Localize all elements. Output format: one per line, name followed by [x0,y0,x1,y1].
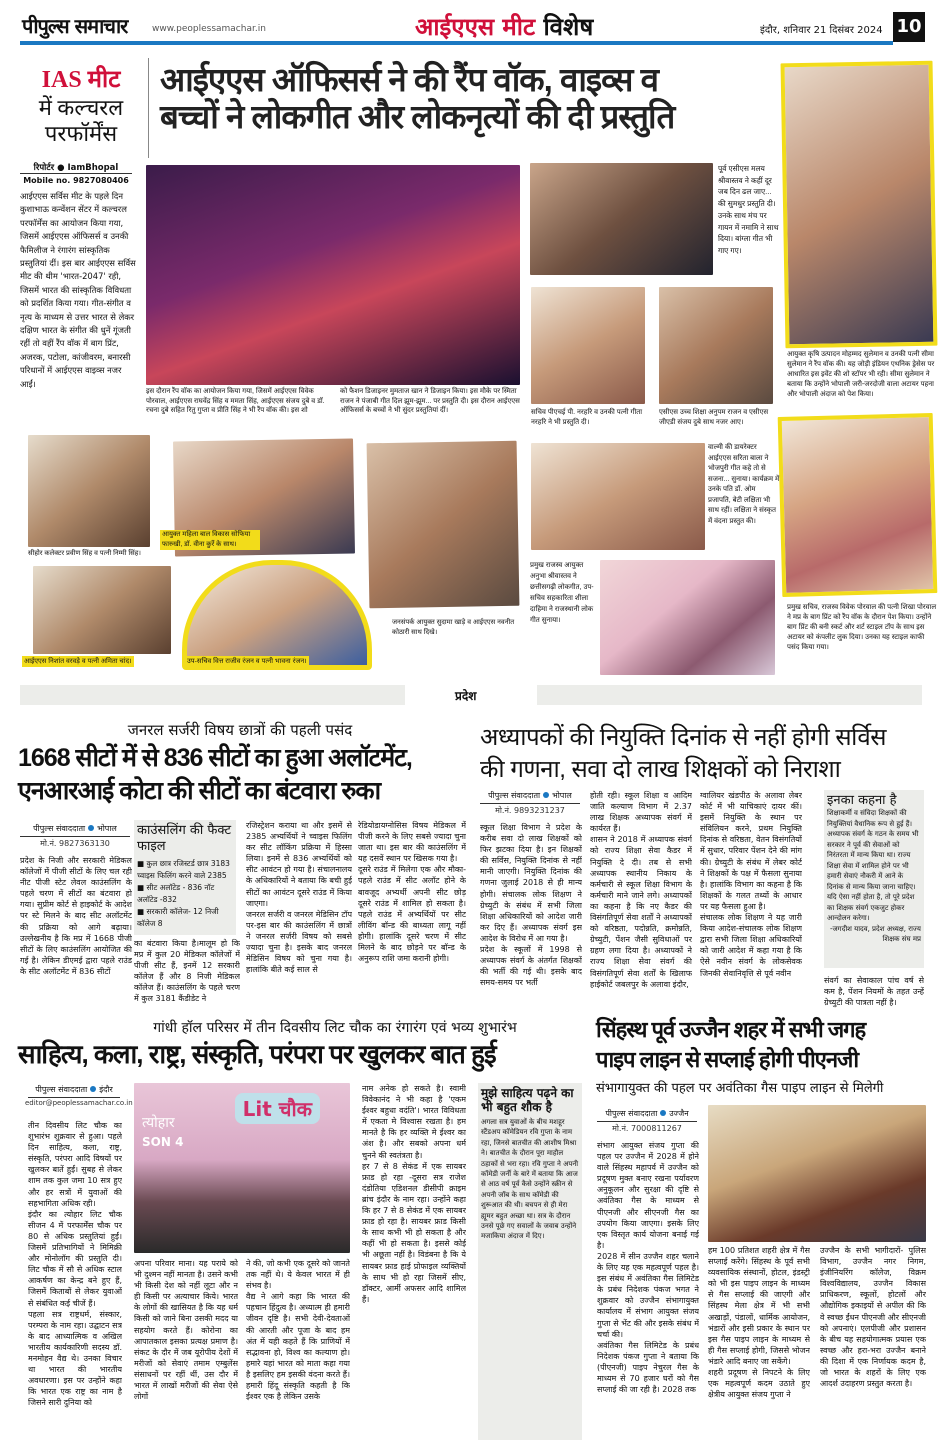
stage-banner: Lit चौक [235,1093,320,1124]
page-number: 10 [893,12,925,42]
neet-col1: प्रदेश के निजी और सरकारी मेडिकल कॉलेजों में पीजी सीटों के लिए चल रही नीट पीजी स्टेट लेवल काउंसलिंग के पहले चरण में सीटों का बंटवारा हो गया। सुप्रीम कोर्ट से हाइकोर्ट के आदेश पर स्टे मिलने के बाद सीट अलॉटमेंट की प्रक्रिया को आगे बढ़ाया। उल्लेखनीय है कि मप्र में 1668 पीजी सीटों के लिए काउंसलिंग आयोजित की गई है। लेकिन डीएमई द्वारा पहले राउंड के सीट अलॉटमेंट में 836 सीटों [20,856,132,976]
anubha-sheela-photo [600,560,775,675]
byline [28,1084,120,1098]
website-url[interactable]: www.peoplessamachar.in [152,24,266,34]
caption: सीहोर कलेक्टर प्रवीण सिंह व पत्नी निम्मी सिंह। [28,550,141,557]
lit-headline: साहित्य, कला, राष्ट्र, संस्कृति, परंपरा पर खुलकर बात हुई [18,1039,496,1069]
byline [20,823,130,837]
ias-kicker [22,62,140,147]
stage-banner-season: SON 4 [142,1135,184,1149]
quote-text: शिक्षाकर्मी व संविदा शिक्षकों की नियुक्तियां वैधानिक रूप से हुई हैं। अध्यापक संवर्ग के गठन के समय भी सरकार ने पूर्व की सेवाओं को निरंतरता में मान्य किया था। राज्य शिक्षा सेवा में शामिल होने पर भी हमारी सेवाएं नौकरी में आने के दिनांक से मान्य किया जाना चाहिए। यदि ऐसा नहीं होता है, तो पूरे प्रदेश का शिक्षक संवर्ग एकजुट होकर आन्दोलन करेगा। [827,809,919,922]
reporter-mobile: मो.नं. 7000811267 [612,1124,682,1133]
quote-box [824,790,924,968]
reporter-byline: रिपोर्टर ● IamBhopal [20,162,132,174]
byline-author: पीपुल्स संवाददाता [605,1109,658,1118]
section-title [415,10,593,43]
caption: वाल्मी की डायरेक्टर आईएएस सरिता बाला ने भोजपुरी गीत कहे तो से सजना... सुनाया। कार्यक्रम में उनके पति डॉ. ओम प्रजापति, बेटी लक्षिता भी साथ रहीं। लक्षिता ने संस्कृत में वंदना प्रस्तुत की। [708,444,780,525]
headline-line: की गणना, सवा दो लाख शिक्षकों को निराशा [480,756,841,783]
lit-col3: ने की, जो कभी एक दूसरे को जानते तक नहीं थे। ये केवल भारत में ही संभव है। वैद्य ने आगे कहा कि भारत की पहचान हिंदुत्व है। अध्यात्म ही हमारी जीवन दृष्टि है। सभी देवी-देवताओं की आरती और पूजा के बाद हम अंत में यही कहते हैं कि प्राणियों में सद्भावना हो, विश्व का कल्याण हो। हमारे यहां भारत को माता कहा गया है इसलिए हम इसकी वंदना करते हैं। हमारी हिंदू संस्कृति कहती है कि ईश्वर एक है लेकिन उसके [246,1259,350,1402]
section-bar [20,685,405,705]
bullet-icon [660,1110,666,1116]
masthead-rule [20,41,893,45]
headline-line: बच्चों ने लोकगीत और लोकनृत्यों की दी प्रस्तुति [160,97,675,135]
suleman-ramp-photo [781,61,938,349]
headline-line: पाइप लाइन से सप्लाई होगी पीएनजी [596,1047,859,1072]
teachers-col2: होती रही। स्कूल शिक्षा व आदिम जाति कल्याण विभाग में 2.37 लाख शिक्षक अध्यापक संवर्ग में कार्यरत हैं। शासन ने 2018 में अध्यापक संवर्ग को राज्य शिक्षा सेवा कैडर में नियुक्ति दे दी। तब से सभी अध्यापक स्थानीय निकाय के कर्मचारी से स्कूल शिक्षा विभाग के कर्मचारी माने जाने लगे। अध्यापकों का कहना है कि नए कैडर की विसंगतिपूर्ण सेवा शर्तों ने अध्यापकों को वरिष्ठता, पदोन्नति, क्रमोन्नति, ग्रेच्युटी, पेंशन जैसी सुविधाओं पर ग्रहण लगा दिया है। अध्यापकों ने राज्य शिक्षा सेवा संवर्ग की विसंगतिपूर्ण सेवा शर्तों के खिलाफ हाईकोर्ट जबलपुर के अलावा इंदौर, [590,791,692,989]
png-col2: हम 100 प्रतिशत शहरी क्षेत्र में गैस सप्लाई करेंगे। सिंहस्थ के पूर्व सभी व्यवसायिक संस्थानों, होटल, इंडस्ट्री को भी इस पाइप लाइन के माध्यम से गैस सप्लाई की जाएगी और सिंहस्थ मेला क्षेत्र में भी सभी अखाड़ों, पंडालों, धार्मिक आयोजन, भंडारों और इसी प्रकार के स्थान पर इस गैस पाइप लाइन के माध्यम से ही गैस सप्लाई होगी, जिससे भोजन भंडारे आदि बनाए जा सकेंगे। शहरी प्रदूषण से निपटने के लिए एक महत्वपूर्ण कदम उठाते हुए क्षेत्रीय आयुक्त संजय गुप्ता ने [708,1246,810,1400]
teachers-col4: संवर्ग का सेवाकाल पांच वर्ष से कम है, पेंशन नियमों के तहत उन्हें ग्रेच्युटी की पात्रता नहीं है। [824,976,924,1008]
neet-kicker: जनरल सर्जरी विषय छात्रों की पहली पसंद [127,721,353,739]
caption: आईएएस निशांत वरवड़े व पत्नी अमिता चांद। [24,658,132,665]
stage-banner-text: त्योहार [142,1115,175,1131]
reporter-mobile: Mobile no. 9827080406 [23,176,129,185]
ias-headline [160,62,775,136]
png-col3: उज्जैन के सभी भागीदारों- पुलिस विभाग, उज्जैन नगर निगम, इंजीनियरिंग कॉलेज, विक्रम विश्वविद्यालय, उज्जैन विकास प्राधिकरण, स्कूलों, होटलों और औद्योगिक इकाइयों से अपील की कि वे स्वच्छ ईंधन पीएनजी और सीएनजी को अपनाएं। एलपीजी और प्रशासन के बीच यह सहयोगात्मक प्रयास एक स्वच्छ और हरा-भरा उज्जैन बनाने की दिशा में एक निर्णायक कदम है, जो भारत के शहरों के लिए एक आदर्श उदाहरण प्रस्तुत करता है। [820,1246,926,1389]
png-col1: संभाग आयुक्त संजय गुप्ता की पहल पर उज्जैन में 2028 में होने वाले सिंहस्थ महापर्व में उज्जैन को प्रदूषण मुक्त बनाए रखना पर्यावरण अनुकूलन और सुरक्षा की दृष्टि से अवंतिका गैस के माध्यम से पीएनजी और सीएनजी गैस का उपयोग किया जाएगा। इसके लिए एक विस्तृत कार्य योजना बनाई गई है। 2028 में सीन उज्जैन शहर चलाने के लिए यह एक महत्वपूर्ण पहल है। इस संबंध में अवंतिका गैस लिमिटेड के प्रबंध निदेशक पंकज भगत ने शुक्रवार को उज्जैन संभागायुक्त कार्यालय में संभाग आयुक्त संजय गुप्ता से भेंट की और इसके संबंध में चर्चा की। अवंतिका गैस लिमिटेड के प्रबंध निदेशक पंकज गुप्ता ने बताया कि (पीएनजी) पाइप नेचुरल गैस के माध्यम से 70 हजार घरों को गैस सप्लाई की जा रही है। 2028 तक [597,1141,699,1395]
byline-place: भोपाल [97,824,117,833]
headline-line: अध्यापकों की नियुक्ति दिनांक से नहीं होगी सर्विस [480,724,886,751]
quote-title: इनका कहना है [827,793,897,808]
lit-col1: तीन दिवसीय लिट चौक का शुभारंभ शुक्रवार से हुआ। पहले दिन साहित्य, कला, राष्ट्र, संस्कृति, परंपरा आदि विषयों पर खुलकर बातें हुईं। सुबह से लेकर शाम तक कुल जमा 10 सत्र हुए और हर सत्रों में युवाओं की सहभागिता अधिक रही। इंदौर का त्योहार लिट चौक सीजन 4 में परफार्मेंस चौक पर 80 से अधिक प्रस्तुतियां हुईं। जिसमें प्रतिभागियों ने मिमिक्री और मोनोलॉग की प्रस्तुति दी। लिट चौक में सौ से अधिक स्टाल आकर्षण का केन्द्र बने हुए हैं, जिसमें किताबों से लेकर युवाओं से संबंधित कई चीजें हैं। पहला सत्र राष्ट्रधर्म, संस्कार, परम्परा के नाम रहा। उद्घाटन सत्र के बाद आध्यात्मिक व अखिल भारतीय कार्यकारिणी सदस्य डॉ. मनमोहन वैद्य थे। उनका विचार था भारत की भारतीय अवधारणा। इस पर उन्होंने कहा कि भारत एक राष्ट्र का नाम है जिसने सारी दुनिया को [28,1121,122,1408]
byline-author: पीपुल्स संवाददाता [33,824,86,833]
byline-author: पीपुल्स संवाददाता [488,791,541,800]
quote-author: -जगदीश यादव, प्रदेश अध्यक्ष, राज्य शिक्षक संघ मप्र [829,924,921,943]
neet-col4: रेडियोडायग्नोसिस विषय मेडिकल में पीजी करने के लिए सबसे ज्यादा चुना जाता था। इस बार की काउंसलिंग में यह दसवें स्थान पर खिसक गया है। दूसरे राउंड में मिलेगा एक और मौका-पहले राउंड में सीट अलॉट होने के बावजूद अभ्यर्थी अपनी सीट छोड़ दूसरे राउंड में शामिल हो सकता है। पहले राउंड में अभ्यर्थियों पर सीट लीविंग बॉन्ड की बाध्यता लागू नहीं होगी। हालांकि दूसरे चरण में सीट मिलने के बाद छोड़ने पर बॉन्ड के अनुरूप राशि जमा करानी होगी। [358,821,466,964]
byline-place: भोपाल [552,791,572,800]
bullet-icon [90,1086,96,1092]
editor-email[interactable]: editor@peoplessamachar.co.in [25,1099,133,1107]
ranjan-photo [182,560,372,670]
narhari-photo [531,287,645,404]
bullet-icon [543,792,549,798]
neet-headline [18,742,478,808]
section-label: प्रदेश [455,689,477,703]
ias-body: आईएएस सर्विस मीट के पहले दिन कुशाभाऊ कन्वेंशन सेंटर में कल्चरल परफॉर्मेंस का आयोजन किया गया, जिसमें आईएएस ऑफिसर्स व उनकी फैमिलीज ने रंगारंग सांस्कृतिक प्रस्तुतियां दीं। इस बार आईएएस सर्विस मीट की थीम 'भारत-2047' रही, जिसमें भारत की सांस्कृतिक विविधता को प्रदर्शित किया गया। गीत-संगीत व नृत्य के माध्यम से उत्तर भारत से लेकर दक्षिण भारत के संगीत की धुनें गूंजती रहीं तो वहीं रैंप वॉक में बाग प्रिंट, अजरक, पटोला, कांजीवरम, बनारसी परिधानों में आईएएस वाइव्स नजर आईं। [20,191,136,389]
headline-line: सिंहस्थ पूर्व उज्जैन शहर में सभी जगह [596,1017,866,1042]
singh-couple-photo [28,435,150,547]
ramp-walk-stage-photo [146,165,520,385]
lit-chowk-stage-photo [134,1083,350,1253]
khade-photo [367,441,520,609]
caption: प्रमुख सचिव, राजस्व विवेक पोरवाल की पत्नी शिखा पोरवाल ने मप्र के बाग प्रिंट को रैंप वॉक के दौरान पेश किया। उन्होंने बाग प्रिंट की बनी स्कर्ट और शर्ट स्टाइल टॉप के साथ इस अटायर को कंपलीट लुक दिया। उनका यह स्टाइल काफी पसंद किया गया। [787,604,937,651]
fact-file-title: काउंसलिंग की फैक्ट फाइल [137,823,232,854]
neet-col3: रजिस्ट्रेशन कराया था और इसमें से 2385 अभ्यर्थियों ने च्वाइस फिलिंग कर सीट लॉकिंग प्रक्रिया में हिस्सा लिया। इनमें से 836 अभ्यर्थियों को सीट आवंटन हो गया है। संचालनालय के अधिकारियों ने बताया कि बची हुई सीटों का आवंटन दूसरे राउंड में किया जाएगा। जनरल सर्जरी व जनरल मेडिसिन टॉप पर-इस बार की काउंसलिंग में छात्रों ने जनरल सर्जरी विषय को सबसे ज्यादा चुना है। इसके बाद जनरल मेडिसिन विषय को चुना गया है। हालांकि बीते कई साल से [246,821,352,975]
caption: इस दौरान रैंप वॉक का आयोजन किया गया, जिसमें आईएएस विवेक पोरवाल, आईएएस राघवेंद्र सिंह व ममता सिंह, आईएएस संजय दुबे व डॉ. रचना दुबे सहित रितु गुप्ता व प्रीति सिंह ने भी रैंप वॉक की। इस शो [146,388,325,414]
teachers-col3: ग्वालियर खंडपीठ के अलावा लेबर कोर्ट में भी याचिकाएं दायर कीं। इसमें नियुक्ति के स्थान पर संविलियन करने, प्रथम नियुक्ति दिनांक से वरिष्ठता, वेतन विसंगतियों में सुधार, परिवार पेंशन देने की मांग की। ग्रेच्युटी के संबंध में लेबर कोर्ट ने शिक्षकों के पक्ष में फैसला सुनाया है। हालांकि विभाग का कहना है कि शिक्षकों के गलत तथ्यों के आधार पर यह फैसला हुआ है। संचालक लोक शिक्षण ने यह जारी किया आदेश-संचालक लोक शिक्षण द्वारा सभी जिला शिक्षा अधिकारियों को जारी आदेश में कहा गया है कि ऐसे नवीन संवर्ग के लोकसेवक जिनकी सेवानिवृत्ति से पूर्व नवीन [700,791,802,978]
lit-col2: अपना परिवार माना। यह पराये को भी दुश्मन नहीं मानता है। उसने कभी भी किसी देश को नहीं लूटा और न ही किसी पर अत्याचार किये। भारत के लोगों की खासियत है कि यह धर्म किसी को जाने बिना उसकी मदद या सहयोग करते हैं। कोरोना का आपातकाल इसका प्रत्यक्ष प्रमाण है। संकट के दौर में जब यूरोपीय देशों में मरीजों को सेवाएं तमाम एम्बुलेंस संसाधनों पर रहीं थीं, उस दौर में भारत में लाखों मरीजों की सेवा ऐसे लोगों [134,1259,238,1402]
byline-place: इंदौर [99,1085,113,1094]
byline-place: उज्जैन [669,1109,689,1118]
teachers-col1: स्कूल शिक्षा विभाग ने प्रदेश के करीब सवा दो लाख शिक्षकों को फिर झटका दिया है। इन शिक्षकों की सर्विस, नियुक्ति दिनांक से नहीं मानी जाएगी। नियुक्ति दिनांक की गणना जुलाई 2018 से ही मान्य होगी। संचालक लोक शिक्षण ने ग्रेच्युटी के संबंध में सभी जिला शिक्षा अधिकारियों को आदेश जारी कर दिए हैं। अध्यापक संवर्ग इस आदेश के विरोध में आ गया है। प्रदेश के स्कूलों में 1998 से अध्यापक संवर्ग के अंतर्गत शिक्षकों की भर्ती की गई थी। इसके बाद समय-समय पर भर्ती [480,823,582,988]
caption: एसीएस उच्च शिक्षा अनुपम राजन व एसीएस जीएडी संजय दुबे साथ नजर आए। [659,409,769,426]
reporter-mobile: मो.नं. 9827363130 [40,839,110,848]
headline-line: आईएएस ऑफिसर्स ने की रैंप वॉक, वाइव्स व [160,61,659,98]
byline-author: पीपुल्स संवाददाता [35,1085,88,1094]
kicker-line: में कल्चरल [38,95,124,120]
caption: पूर्व एसीएस मलय श्रीवास्तव ने कहीं दूर जब दिन ढल जाए... की सुमधुर प्रस्तुति दी। उनके साथ मंच पर गायन में नमामि ने साथ दिया। बांग्ला गीत भी गाए गए। [718,164,779,255]
caption: को फैशन डिजाइनर मुमताज खान ने डिजाइन किया। इस मौके पर स्मिता राजन ने पंजाबी गीत दिल झूम-झूम... पर प्रस्तुति दी। इस दौरान आईएएस ऑफिसर्स के बच्चों ने भी सुंदर प्रस्तुतियां दीं। [340,388,520,414]
sidebar-text: अगला सत्र युवाओं के बीच मशहूर स्टैंडअप कॉमेडियन रवि गुप्ता के नाम रहा, जिनसे बातचीत की आशीष मिश्रा ने। बातचीत के दौरान पूरा माहौल ठहाकों से भरा रहा। रवि गुप्ता ने अपनी कॉमेडी जर्नी के बारे में बताया कि आज से आठ वर्ष पूर्व कैसे उन्होंने स्क्रीन से अपनी जॉब के साथ कॉमेडी की शुरूआत की थी। बचपन से ही मेरा ह्यूमर बहुत अच्छा था। सत्र के दौरान उनसे पूछे गए सवालों के जवाब उन्होंने मजाकिया अंदाज में दिए। [481,1118,579,1241]
section-title-red: आईएएस मीट [415,13,536,41]
fact-item: ■ सरकारी कॉलेज- 12 निजी कॉलेज 8 [137,907,219,928]
nishant-photo [33,566,171,654]
byline [480,790,580,804]
meeting-photo [708,1105,926,1242]
caption: आयुक्त महिला बाल विकास सोफिया फारुखी, डॉ. वीना कुर्रे के साथ। [160,530,260,550]
caption: जनसंपर्क आयुक्त सुदामा खाड़े व आईएएस नवनीत कोठारी साथ दिखे। [392,619,515,636]
caption: उप-सचिव वित्त राजीव रंजन व पत्नी भावना रंजन। [187,658,307,665]
headline-line: 1668 सीटों में से 836 सीटों का हुआ अलॉटमेंट, [18,744,412,772]
lit-col4: नाम अनेक हो सकते है। स्वामी विवेकानंद ने भी कहा है 'एकम ईश्वर बहुधा वदंति'। भारत विविधता में एकता मे विश्वास रखता है। हम मानते है कि हर व्यक्ति मे ईश्वर का अंश है। और सबको अपना धर्म चुनने की स्वतंत्रता है। हर 7 से 8 सेकंड में एक सायबर फ्राड हो रहा -दूसरा सत्र राजेश दंडोतिया एडिशनल डीसीपी क्राइम ब्रांच इंदौर के नाम रहा। उन्होंने कहा कि हर 7 से 8 सेकंड में एक सायबर फ्राड हो रहा है। सायबर फ्राड किसी के साथ कभी भी हो सकता है और कहीं भी हो सकता है। इससे कोई भी अछूता नहीं है। विडंबना है कि ये सायबर फ्राड हाई प्रोफाइल व्यक्तियों के साथ भी हो रहा जिसमें सीए, डॉक्टर, आर्मी अफसर आदि शामिल हैं। [362,1084,466,1304]
lit-kicker: गांधी हॉल परिसर में तीन दिवसीय लिट चौक का रंगारंग एवं भव्य शुभारंभ [153,1020,517,1036]
sidebar-box [478,1083,582,1440]
headline-line: एनआरआई कोटा की सीटों का बंटवारा रुका [18,777,381,805]
edition-date: इंदौर, शनिवार 21 दिसंबर 2024 [760,25,883,36]
kicker-line: IAS मीट [41,67,121,93]
fact-item: ■ सीट अलॉटेड - 836 नॉट अलॉटेड -832 [137,883,215,904]
png-headline [596,1015,941,1075]
divider [148,58,149,158]
sarita-family-photo [531,443,705,550]
sidebar-title: मुझे साहित्य पढ़ने का भी बहुत शौक है [481,1086,574,1114]
caption: प्रमुख राजस्व आयुक्त अनुभा श्रीवास्तव ने छत्तीसगढ़ी लोकगीत, उप-सचिव सहकारिता शीला दाहिमा ने राजस्थानी लोक गीत सुनाया। [530,562,594,624]
kicker-line: परफॉर्मेंस [44,121,118,146]
png-subheadline: संभागायुक्त की पहल पर अवंतिका गैस पाइप लाइन से मिलेगी [596,1081,884,1096]
byline [597,1108,697,1122]
shikha-ramp-photo [778,413,938,597]
neet-col2: का बंटवारा किया है।मालूम हो कि मप्र में कुल 20 मेडिकल कॉलेजों में पीजी सीट हैं, इनमें 12 सरकारी कॉलेज हैं और 8 निजी मेडिकल कॉलेज हैं। काउंसलिंग के पहले चरण में कुल 3181 कैंडीडेट ने [134,939,240,1004]
section-title-black: विशेष [543,13,594,41]
caption: आयुक्त कृषि उत्पादन मोहम्मद सुलेमान व उनकी पत्नी सीमा सुलेमान ने रैंप वॉक की। यह जोड़ी इंडियन एथनिक ड्रेसेस पर आधारित इस इवेंट की शो स्टॉपर भी रही। सीमा सुलेमान ने बताया कि उन्होंने भोपाली जरी-जरदोजी वाला अटायर पहना और भोपाली अंदाज को पेश किया। [787,351,935,398]
section-bar [537,685,922,705]
singers-photo [530,163,713,275]
bullet-icon [88,825,94,831]
teachers-headline [480,722,930,786]
newspaper-logo: पीपुल्स समाचार [22,14,128,38]
fact-file-box [134,820,236,935]
caption: सचिव पीएचई पी. नरहरि व उनकी पत्नी गीता नरहरि ने भी प्रस्तुति दी। [531,409,643,426]
fact-item: ■ कुल छात्र रजिस्टर्ड छात्र 3183 च्वाइस फिलिंग करने वाले 2385 [137,859,230,880]
rajan-dubey-photo [659,287,773,404]
reporter-mobile: मो.नं. 9893231237 [495,806,565,815]
